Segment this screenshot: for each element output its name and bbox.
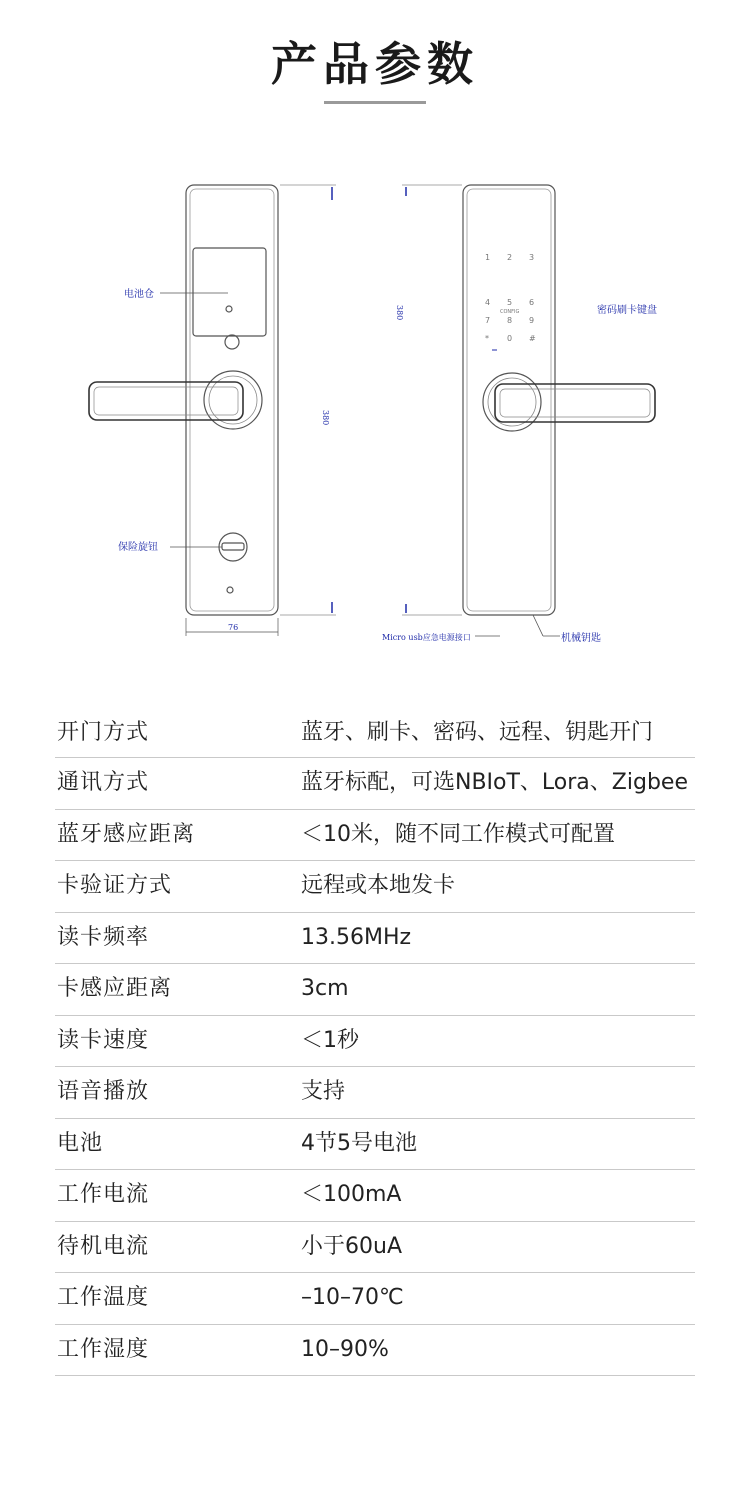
key-4: 4 <box>485 298 491 307</box>
spec-row <box>55 913 695 965</box>
spec-value: 蓝牙、刷卡、密码、远程、钥匙开门 <box>301 720 654 745</box>
spec-value: –10–70℃ <box>301 1285 404 1310</box>
spec-value: 10–90% <box>301 1336 389 1362</box>
spec-row <box>55 1170 695 1222</box>
key-1: 1 <box>485 253 491 262</box>
spec-label: 通讯方式 <box>57 770 150 795</box>
spec-label: 卡验证方式 <box>57 873 173 898</box>
spec-label: 蓝牙感应距离 <box>57 821 196 847</box>
spec-row <box>55 1067 695 1119</box>
key-hash: # <box>529 334 536 343</box>
spec-row <box>55 1273 695 1325</box>
spec-label: 待机电流 <box>57 1233 150 1259</box>
height-dimension-left: 380 <box>321 410 330 426</box>
spec-value: ＜1秒 <box>301 1027 359 1053</box>
key-2: 2 <box>507 253 513 262</box>
mechanical-key-label: 机械钥匙 <box>561 633 601 644</box>
spec-label: 工作湿度 <box>57 1336 150 1362</box>
spec-label: 工作电流 <box>57 1182 150 1207</box>
spec-row <box>55 1016 695 1068</box>
key-7: 7 <box>485 316 491 325</box>
spec-value: 支持 <box>301 1079 346 1104</box>
spec-value: 13.56MHz <box>301 924 412 950</box>
spec-value: 4节5号电池 <box>301 1130 417 1156</box>
key-6: 6 <box>529 298 535 307</box>
spec-value: 3cm <box>301 976 349 1001</box>
spec-label: 卡感应距离 <box>57 976 173 1001</box>
spec-row <box>55 758 695 810</box>
key-3: 3 <box>529 253 535 262</box>
front-panel <box>463 185 655 615</box>
keypad-config-text: CONFIG <box>500 309 520 315</box>
spec-row <box>55 1325 695 1377</box>
safety-knob-label: 保险旋钮 <box>118 542 158 553</box>
keypad <box>485 253 536 350</box>
lock-drawing <box>0 170 750 670</box>
spec-value: ＜10米，随不同工作模式可配置 <box>301 821 615 847</box>
spec-row <box>55 1119 695 1171</box>
spec-label: 工作温度 <box>57 1285 150 1310</box>
spec-label: 电池 <box>57 1130 104 1156</box>
spec-table <box>55 708 695 1376</box>
width-dimension: 76 <box>228 623 239 632</box>
key-0: 0 <box>507 334 513 343</box>
spec-label: 读卡频率 <box>57 924 150 950</box>
spec-row <box>55 810 695 862</box>
spec-value: 蓝牙标配，可选NBIoT、Lora、Zigbee <box>301 770 688 795</box>
key-9: 9 <box>529 316 535 325</box>
key-5: 5 <box>507 298 513 307</box>
title-underline <box>324 101 426 104</box>
spec-row <box>55 964 695 1016</box>
height-dimension-right: 380 <box>395 305 404 321</box>
spec-row <box>55 708 695 758</box>
spec-row <box>55 861 695 913</box>
spec-value: 远程或本地发卡 <box>301 873 456 898</box>
battery-label: 电池仓 <box>124 289 154 300</box>
page-title: 产品参数 <box>271 37 479 91</box>
key-8: 8 <box>507 316 513 325</box>
spec-label: 开门方式 <box>57 720 150 745</box>
spec-value: ＜100mA <box>301 1182 402 1207</box>
spec-label: 读卡速度 <box>57 1027 150 1053</box>
spec-row <box>55 1222 695 1274</box>
lock-diagram <box>0 170 750 670</box>
key-star: * <box>485 334 489 343</box>
spec-value: 小于60uA <box>301 1233 402 1259</box>
spec-label: 语音播放 <box>57 1079 150 1104</box>
micro-usb-label: Micro usb应急电源接口 <box>382 633 471 642</box>
keypad-label: 密码刷卡键盘 <box>597 305 657 316</box>
